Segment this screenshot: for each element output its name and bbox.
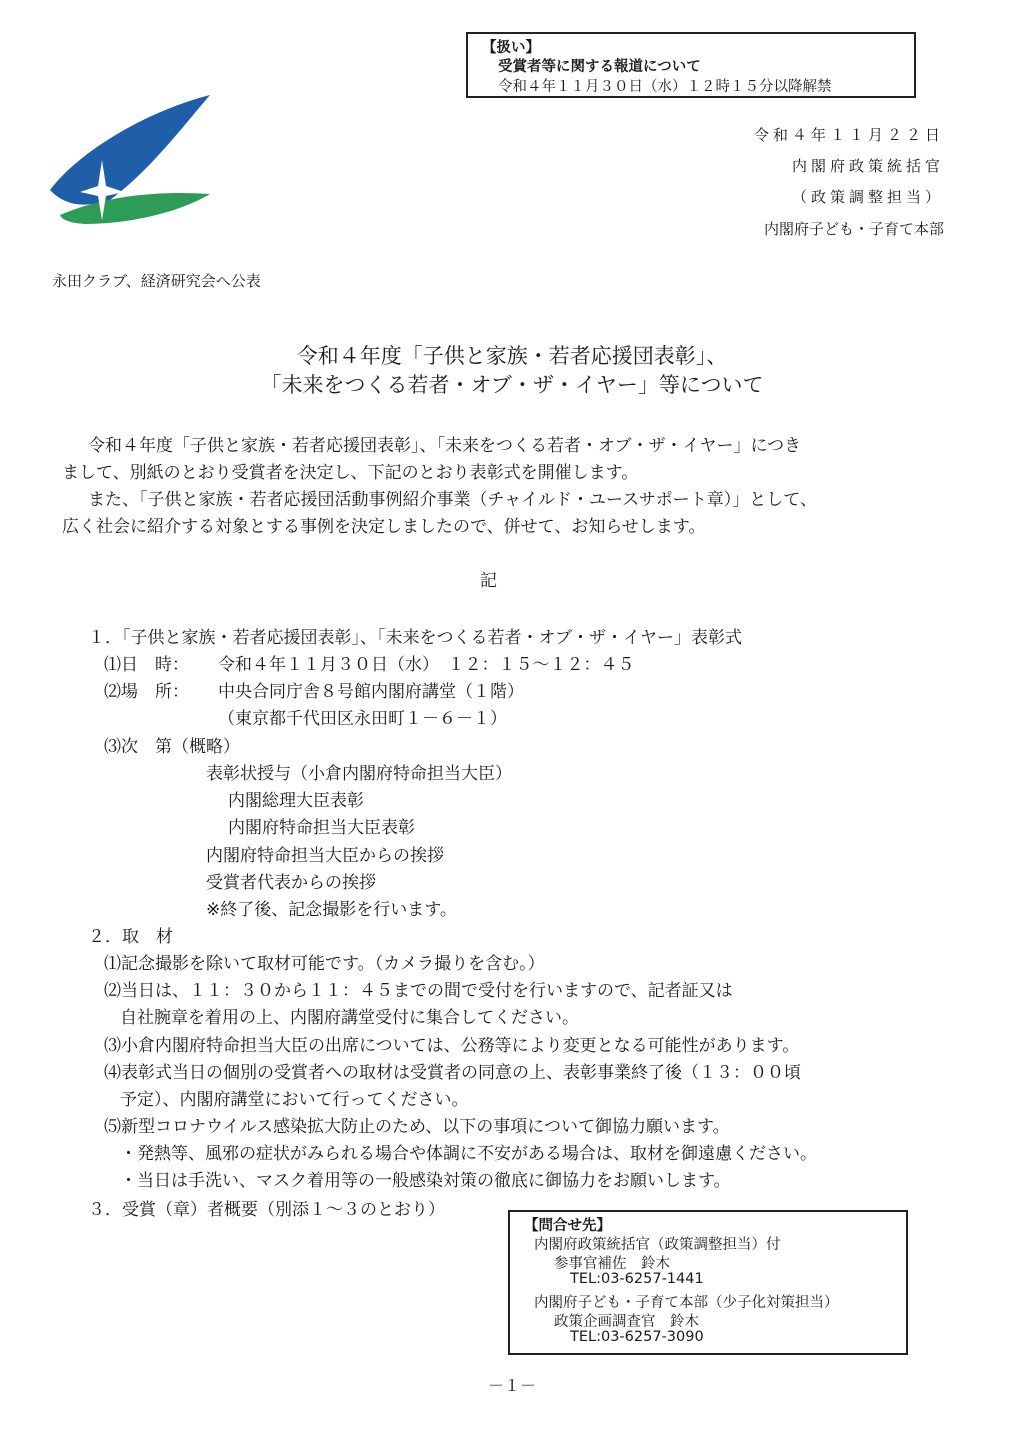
ki-marker: 記 <box>480 571 497 591</box>
section3-heading: ３．受賞（章）者概要（別添１～３のとおり） <box>88 1200 445 1220</box>
contact-org1: 内閣府政策統括官（政策調整担当）付 <box>534 1237 781 1253</box>
embargo-notice-box <box>466 32 916 98</box>
cabinet-office-logo-icon <box>40 90 220 230</box>
coverage-item: ⑶小倉内閣府特命担当大臣の出席については、公務等により変更となる可能性があります。 <box>104 1036 800 1056</box>
event-place-value: 中央合同庁舎８号館内閣府講堂（１階） <box>218 682 524 702</box>
issuer-org3: 内閣府子ども・子育て本部 <box>763 220 944 238</box>
issuer-org2: （政策調整担当） <box>791 188 944 206</box>
title-line1: 令和４年度「子供と家族・若者応援団表彰」、 <box>296 344 728 368</box>
coverage-item: ⑸新型コロナウイルス感染拡大防止のため、以下の事項について御協力願います。 <box>104 1117 730 1137</box>
coverage-item: ⑷表彰式当日の個別の受賞者への取材は受賞者の同意の上、表彰事業終了後（１３：００頃 <box>104 1063 801 1083</box>
contact-person2: 政策企画調査官 鈴木 <box>554 1314 699 1330</box>
intro-line1: 令和４年度「子供と家族・若者応援団表彰」、「未来をつくる若者・オブ・ザ・イヤー」につき <box>88 436 802 456</box>
coverage-item: 予定）、内閣府講堂において行ってください。 <box>120 1090 469 1110</box>
embargo-label: 【扱い】 <box>482 40 540 56</box>
coverage-item: ⑴記念撮影を除いて取材可能です。（カメラ撮りを含む。） <box>104 954 545 974</box>
press-club-line: 永田クラブ、経済研究会へ公表 <box>52 272 261 290</box>
intro-line3: また、「子供と家族・若者応援団活動事例紹介事業（チャイルド・ユースサポート章）」として、 <box>88 490 817 510</box>
section1-heading: １．「子供と家族・若者応援団表彰」、「未来をつくる若者・オブ・ザ・イヤー」表彰式 <box>88 628 742 648</box>
event-place-label: ⑵場 所： <box>104 682 189 702</box>
contact-org2: 内閣府子ども・子育て本部（少子化対策担当） <box>534 1295 839 1311</box>
program-item: 表彰状授与（小倉内閣府特命担当大臣） <box>206 764 512 784</box>
program-item: 受賞者代表からの挨拶 <box>206 873 376 893</box>
coverage-item: ・発熱等、風邪の症状がみられる場合や体調に不安がある場合は、取材を御遠慮ください。 <box>120 1144 817 1164</box>
coverage-item: 自社腕章を着用の上、内閣府講堂受付に集合してください。 <box>120 1008 579 1028</box>
contact-tel1: TEL:03-6257-1441 <box>570 1271 704 1287</box>
coverage-item: ⑵当日は、１１：３０から１１：４５までの間で受付を行いますので、記者証又は <box>104 981 733 1001</box>
program-item: 内閣総理大臣表彰 <box>228 791 364 811</box>
title-line2: 「未来をつくる若者・オブ・ザ・イヤー」等について <box>260 373 764 397</box>
event-date-value: 令和４年１１月３０日（水） １２：１５～１２：４５ <box>218 655 635 675</box>
issue-date: 令和４年１１月２２日 <box>753 126 944 144</box>
coverage-item: ・当日は手洗い、マスク着用等の一般感染対策の徹底に御協力をお願いします。 <box>120 1171 731 1191</box>
contact-person1: 参事官補佐 鈴木 <box>554 1256 670 1272</box>
page-number: －１－ <box>487 1376 536 1395</box>
program-label: ⑶次 第（概略） <box>104 737 240 757</box>
program-item: 内閣府特命担当大臣表彰 <box>228 818 415 838</box>
embargo-line2: 令和４年１１月３０日（水）１２時１５分以降解禁 <box>498 79 832 95</box>
program-item: ※終了後、記念撮影を行います。 <box>206 900 457 920</box>
intro-line2: まして、別紙のとおり受賞者を決定し、下記のとおり表彰式を開催します。 <box>62 463 639 483</box>
program-item: 内閣府特命担当大臣からの挨拶 <box>206 846 444 866</box>
issuer-org1: 内閣府政策統括官 <box>791 157 944 175</box>
intro-line4: 広く社会に紹介する対象とする事例を決定しましたので、併せて、お知らせします。 <box>62 517 706 537</box>
contact-label: 【問合せ先】 <box>524 1218 611 1234</box>
contact-tel2: TEL:03-6257-3090 <box>570 1329 704 1345</box>
section2-heading: ２．取 材 <box>88 927 173 947</box>
contact-box <box>508 1210 908 1355</box>
embargo-line1: 受賞者等に関する報道について <box>498 59 701 75</box>
event-address: （東京都千代田区永田町１－６－１） <box>218 709 507 729</box>
event-date-label: ⑴日 時： <box>104 655 189 675</box>
